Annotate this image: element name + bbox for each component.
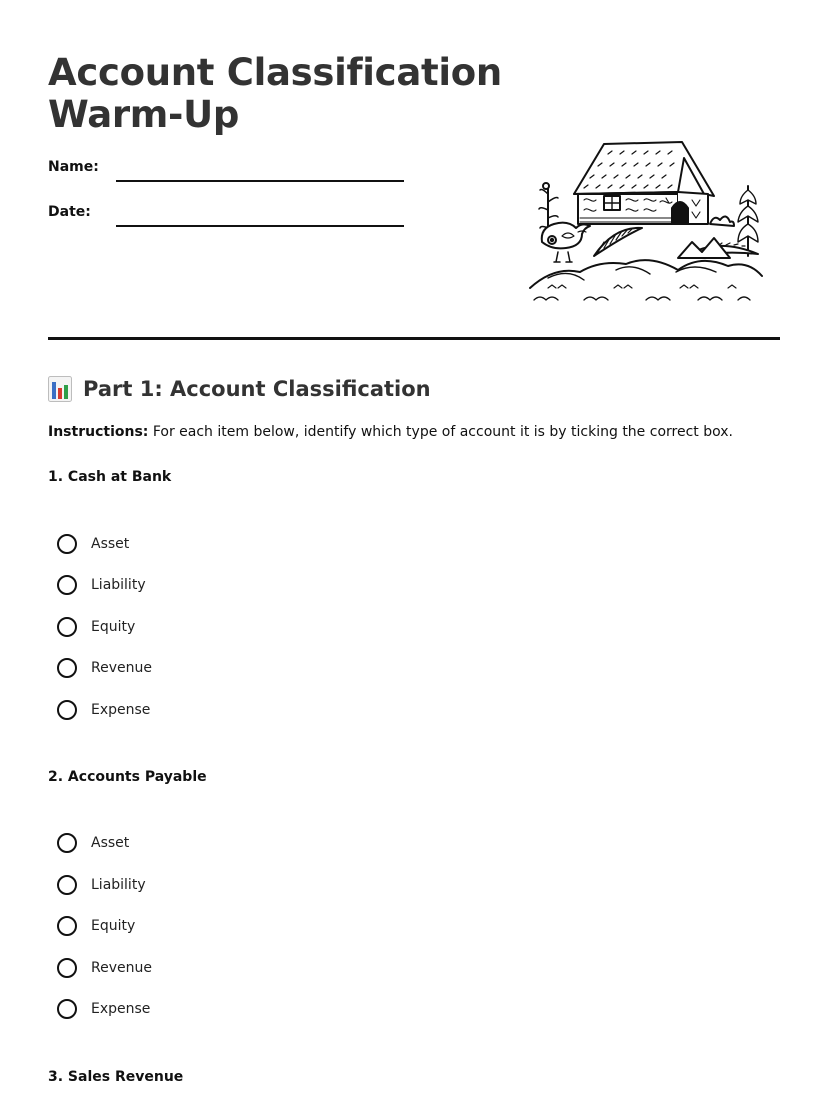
radio-button[interactable] [57, 658, 77, 678]
option-label: Liability [91, 877, 146, 893]
question-2-option-equity[interactable] [57, 914, 135, 938]
option-label: Revenue [91, 660, 152, 676]
question-2-option-asset[interactable] [57, 831, 129, 855]
title-line-2: Warm-Up [48, 93, 240, 136]
page-title [48, 52, 508, 136]
title-line-1: Account Classification [48, 51, 502, 94]
part1-heading-text: Part 1: Account Classification [83, 377, 431, 401]
name-field[interactable] [116, 180, 404, 182]
question-1-option-expense[interactable] [57, 698, 150, 722]
village-hut-illustration [528, 138, 764, 304]
radio-button[interactable] [57, 916, 77, 936]
radio-button[interactable] [57, 617, 77, 637]
part1-heading [48, 374, 431, 404]
option-label: Asset [91, 536, 130, 552]
radio-button[interactable] [57, 999, 77, 1019]
option-label: Asset [91, 835, 130, 851]
instructions [48, 424, 788, 440]
question-2-option-expense[interactable] [57, 997, 150, 1021]
option-label: Equity [91, 619, 136, 635]
option-label: Liability [91, 577, 146, 593]
question-1-option-equity[interactable] [57, 615, 135, 639]
question-2-title: 2. Accounts Payable [48, 769, 207, 785]
bar-chart-icon [48, 376, 72, 402]
option-label: Equity [91, 918, 136, 934]
date-field[interactable] [116, 225, 404, 227]
option-label: Revenue [91, 960, 152, 976]
instructions-text: For each item below, identify which type of account it is by ticking the correct box. [148, 424, 733, 440]
question-3-title: 3. Sales Revenue [48, 1069, 184, 1085]
radio-button[interactable] [57, 958, 77, 978]
option-label: Expense [91, 702, 151, 718]
instructions-label: Instructions: [48, 424, 149, 440]
option-label: Expense [91, 1001, 151, 1017]
question-1-option-liability[interactable] [57, 573, 146, 597]
question-2-option-revenue[interactable] [57, 956, 152, 980]
date-label: Date: [48, 204, 91, 220]
radio-button[interactable] [57, 700, 77, 720]
question-1-title: 1. Cash at Bank [48, 469, 172, 485]
question-2-option-liability[interactable] [57, 873, 146, 897]
name-label: Name: [48, 159, 99, 175]
radio-button[interactable] [57, 875, 77, 895]
radio-button[interactable] [57, 534, 77, 554]
radio-button[interactable] [57, 575, 77, 595]
question-1-option-revenue[interactable] [57, 656, 152, 680]
section-divider [48, 337, 780, 340]
radio-button[interactable] [57, 833, 77, 853]
question-1-option-asset[interactable] [57, 532, 129, 556]
